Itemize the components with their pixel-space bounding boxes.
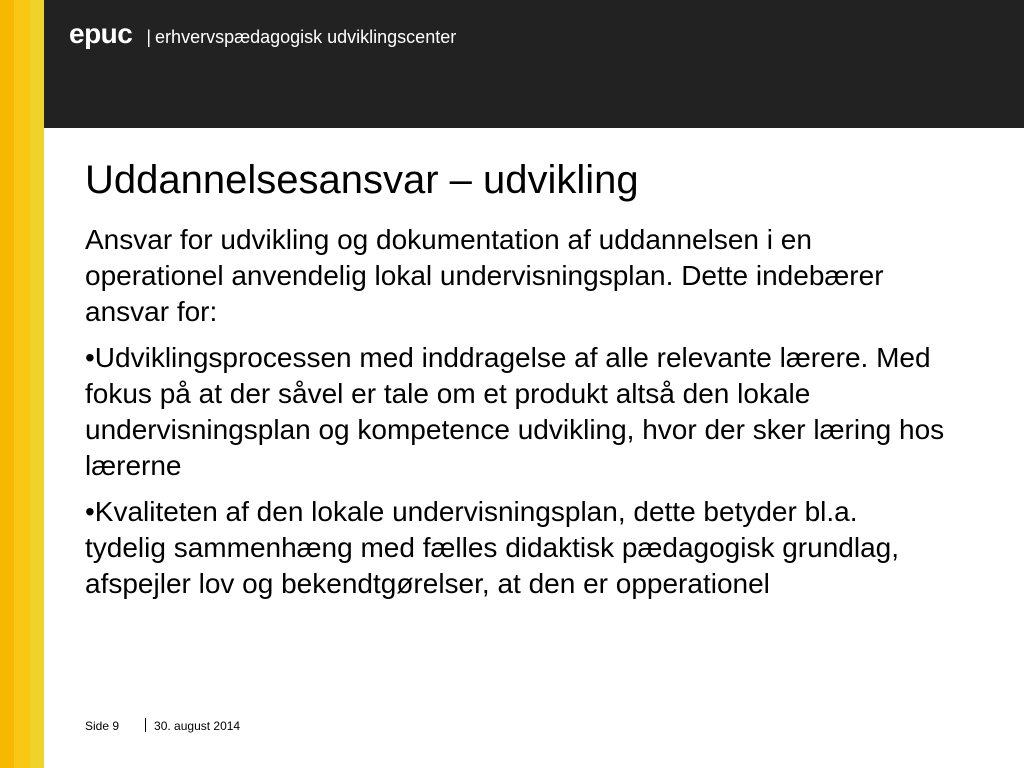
slide-title: Uddannelsesansvar – udvikling: [85, 158, 639, 202]
stripe-band-1: [0, 0, 14, 768]
header-bar: [44, 0, 1024, 128]
slide-body: [85, 222, 945, 612]
bullet-development-process: •Udviklingsprocessen med inddragelse af alle relevante lærere. Med fokus på at der såvel er tale om et produkt altså den lokale undervisningsplan og kompetence udvikling, hvor der sker læring hos lærerne: [85, 342, 945, 481]
side-color-stripe: [0, 0, 44, 768]
page-number: Side 9: [85, 719, 120, 733]
footer-divider: [145, 718, 146, 732]
bullet-quality: •Kvaliteten af den lokale undervisningsplan, dette betyder bl.a. tydelig sammenhæng med fælles didaktisk pædagogisk grundlag, afspejler lov og bekendtgørelser, at den er opperationel: [85, 496, 899, 599]
epuc-logo: epuc: [69, 18, 133, 49]
stripe-band-3: [30, 0, 44, 768]
brand: [69, 18, 456, 50]
brand-separator: |: [146, 27, 152, 47]
intro-paragraph: Ansvar for udvikling og dokumentation af uddannelsen i en operationel anvendelig lokal undervisningsplan. Dette indebærer ansvar for:: [85, 224, 884, 327]
brand-tagline: erhvervspædagogisk udviklingscenter: [155, 27, 457, 47]
footer: [85, 718, 240, 733]
footer-date: 30. august 2014: [154, 719, 241, 733]
stripe-band-2: [14, 0, 30, 768]
